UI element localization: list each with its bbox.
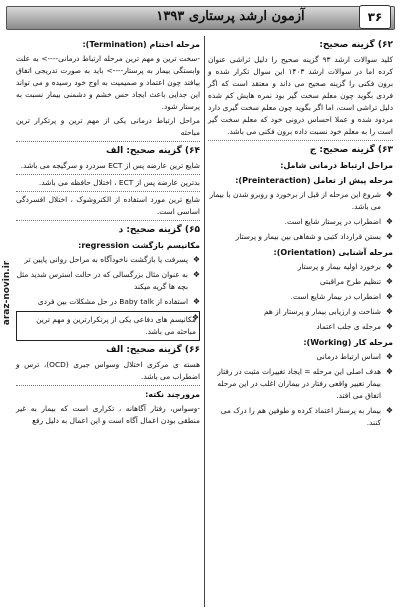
right-column bbox=[208, 36, 393, 611]
answer-64-line: بدترین عارضه پس از ECT ، اختلال حافظه می باشد. bbox=[38, 178, 200, 187]
list-item: ❖ اضطراب در پرستار شایع است. bbox=[208, 216, 393, 228]
side-url-text: araz-novin.ir bbox=[2, 260, 12, 326]
answer-62-text: کلید سوالات ارشد ۹۳ گزینه صحیح را دلیل ثراشی عنوان کرده اما در سوالات ارشد ۱۴۰۳ این سوال تکرار شده و برون فکنی را گزینه صحیح می داند و معتقد است که اگر فردی بگوید چون معلم سخت گیر بود نمره هایش کم شده دلیل تراشی است، اما اگر بگوید چون معلم سخت گیری دارد مردود شده و عملا احساس درونی خود که معلم سخت گیر است را به معلم خود نسبت داده برون فکنی می باشد. bbox=[208, 55, 393, 136]
page-title: آزمون ارشد پرستاری ۱۳۹۳ bbox=[156, 9, 305, 24]
side-watermark bbox=[0, 230, 12, 360]
list-item: ❖ اضطراب در بیمار شایع است. bbox=[208, 291, 393, 303]
separator bbox=[16, 174, 200, 175]
termination-note: مراحل ارتباط درمانی یکی از مهم ترین و پرتکرار ترین مباحثه bbox=[16, 116, 200, 137]
orientation-title: مرحله آشنایی (Orientation): bbox=[273, 248, 393, 257]
termination-title: مرحله اختتام (Termination): bbox=[82, 40, 200, 49]
answer-63-subtitle: مراحل ارتباط درمانی شامل: bbox=[280, 161, 393, 170]
list-item: ❖ بیمار به پرستار اعتماد کرده و طوفین هم را درک می کنند. bbox=[208, 405, 393, 429]
list-item: ❖ شروع این مرحله از قبل از برخورد و روبرو شدن با بیمار می باشد. bbox=[208, 189, 393, 213]
list-item: ❖ شناخت و ارزیابی بیمار و پرستار از هم bbox=[208, 306, 393, 318]
answer-62-title: ۶۲) گزینه صحیح: bbox=[319, 40, 393, 50]
list-item: ❖ مرحله ی جلب اعتماد bbox=[208, 321, 393, 333]
list-item: ❖ به عنوان مثال بزرگسالی که در حالت استرس شدید مثل بچه ها گریه میکند bbox=[16, 269, 200, 293]
separator bbox=[16, 385, 200, 386]
list-item: ❖ هدف اصلی این مرحله = ایجاد تغییرات مثبت در رفتار بیمار تغییر واقعی رفتار در بیماران اغلب در این مرحله اتفاق می افتد. bbox=[208, 366, 393, 402]
termination-text: -سخت ترین و مهم ترین مرحله ارتباط درمانی----> به علت وابستگی بیمار به پرستار----> باید به صورت تدریجی اتفاق بیافتد چون اعتماد و صمیمیت به اوج خود رسیده و می تواند این جدایی باعث ایجاد حس خشم و دشمنی بیمار نسبت به پرستار شود. bbox=[16, 54, 200, 111]
answer-66-title: ۶۶) گزینه صحیح: الف bbox=[106, 345, 200, 355]
list-item: ❖ اساس ارتباط درمانی bbox=[208, 351, 393, 363]
page-number: ۳۶ bbox=[359, 5, 391, 29]
answer-63-title: ۶۳) گزینه صحیح: ج bbox=[309, 145, 393, 155]
separator bbox=[16, 141, 200, 142]
notes-title: مرورچند نکته: bbox=[145, 390, 200, 399]
answer-64-title: ۶۴) گزینه صحیح: الف bbox=[106, 146, 200, 156]
notes-text: -وسواس، رفتار آگاهانه ، تکراری است که بیمار به غیر منطقی بودن اعمال آگاه است و این اعمال به دلیل رفع bbox=[16, 404, 200, 425]
answer-64-line: شایع ترین عارضه پس از ECT سردرد و سرگیجه می باشد. bbox=[20, 161, 200, 170]
working-title: مرحله کار (Working): bbox=[303, 338, 393, 347]
list-item: ❖ تنظیم طرح مراقبتی bbox=[208, 276, 393, 288]
page-header bbox=[0, 0, 401, 34]
defense-mechanisms-note-box: ❖ مکانیسم های دفاعی یکی از پرتکرارترین و مهم ترین مباحثه می باشد. bbox=[16, 311, 200, 341]
separator bbox=[16, 220, 200, 221]
list-item: ❖ برخورد اولیه بیمار و پرستار bbox=[208, 261, 393, 273]
left-column bbox=[16, 36, 200, 611]
regression-title: مکانیسم بازگشت regression: bbox=[78, 241, 200, 250]
answer-66-text: هسته ی مرکزی اختلال وسواس جبری (OCD)، ترس و اضطراب می باشد. bbox=[16, 360, 200, 381]
separator bbox=[208, 140, 393, 141]
list-item: ❖ استفاده از Baby talk در حل مشکلات بین فردی bbox=[16, 296, 200, 308]
list-item: ❖ بستن قرارداد کتبی و شفاهی بین بیمار و پرستار bbox=[208, 231, 393, 243]
answer-64-line: شایع ترین مورد استفاده از الکتروشوک ، اختلال افسردگی اساسی است. bbox=[16, 195, 200, 216]
list-item: ❖ پسرفت یا بازگشت ناخودآگاه به مراحل روانی پایین تر bbox=[16, 254, 200, 266]
preinteraction-title: مرحله پیش از تعامل (Preinteraction): bbox=[235, 176, 393, 185]
answer-65-title: ۶۵) گزینه صحیح: د bbox=[118, 225, 200, 235]
separator bbox=[16, 191, 200, 192]
column-divider bbox=[204, 36, 205, 607]
